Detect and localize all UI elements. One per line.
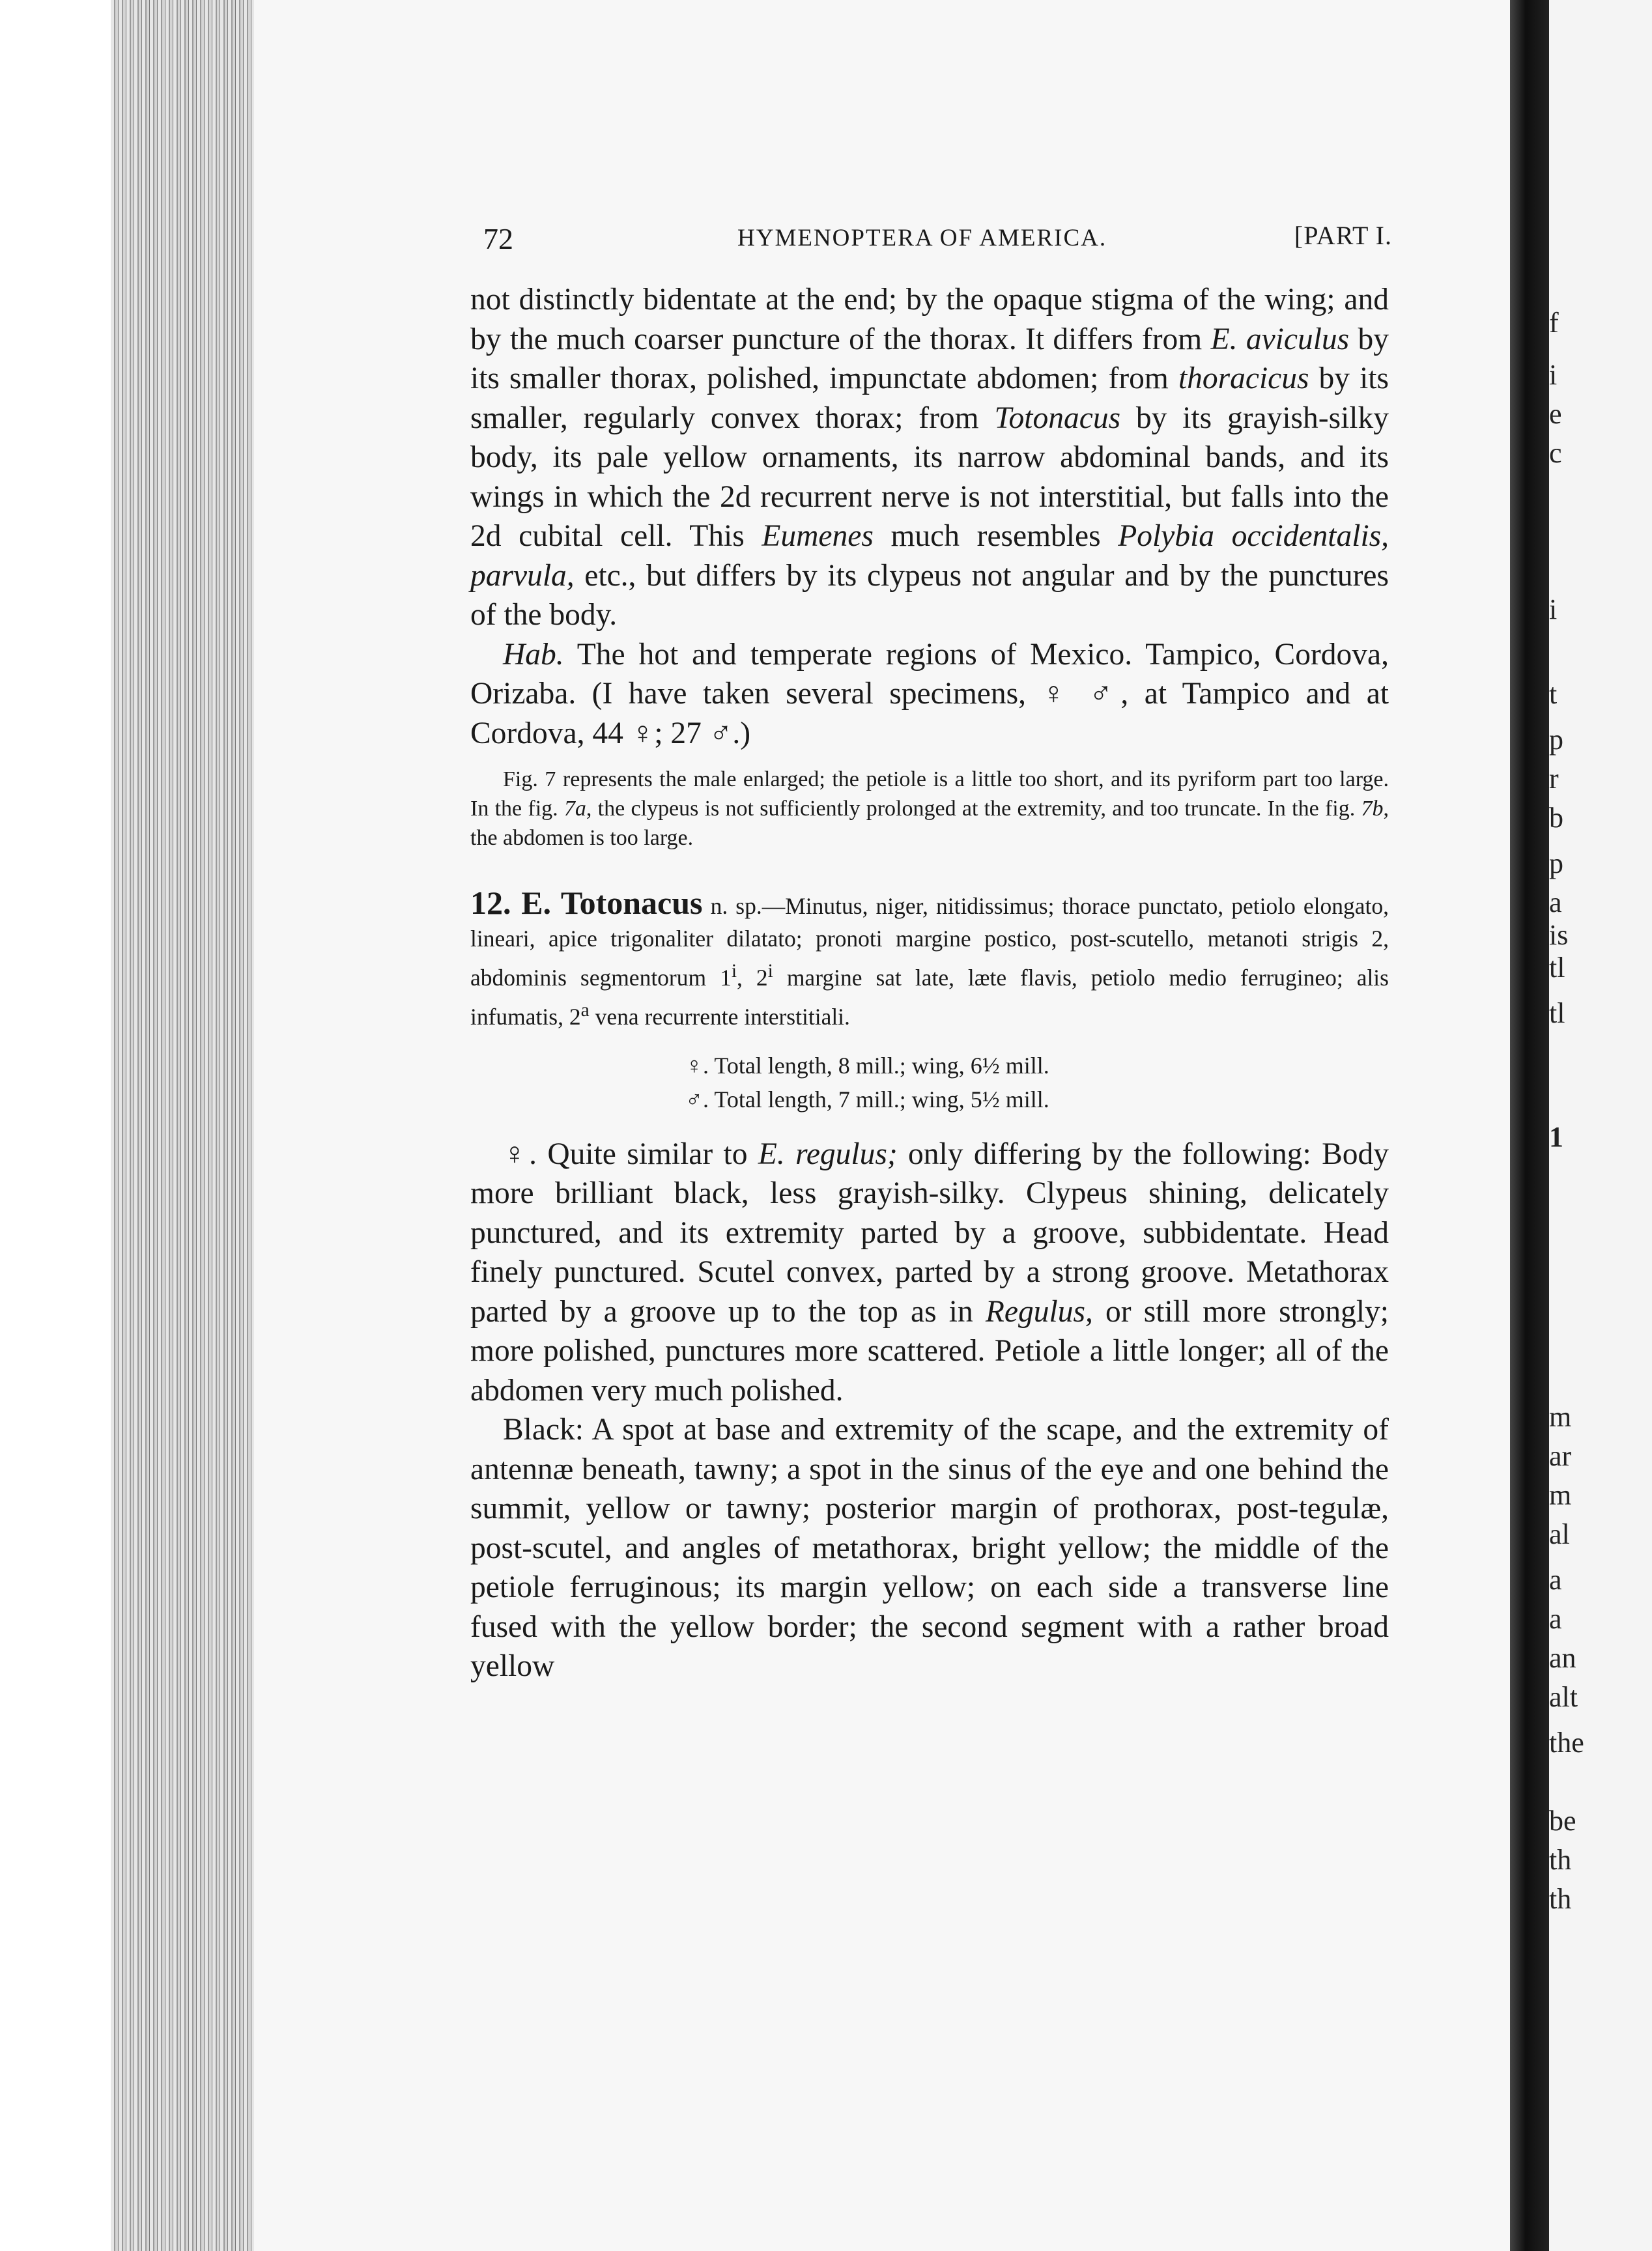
facing-page-fragment: r (1549, 763, 1559, 795)
running-head (483, 215, 1392, 267)
text-block (470, 280, 1389, 1686)
figure-note-run: 7a (563, 797, 586, 821)
continued-run: by its smaller, regularly convex thorax; from (470, 361, 1389, 435)
male-measurement: ♂. Total length, 7 mill.; wing, 5½ mill. (685, 1086, 1049, 1112)
facing-page-fragment: a (1549, 886, 1562, 918)
figure-note (470, 765, 1389, 853)
facing-page-fragment: th (1549, 1844, 1572, 1876)
continued-run: by its smaller thorax, polished, impunctate abdomen; from (470, 322, 1389, 395)
species-heading: 12. E. Totonacus (470, 885, 703, 921)
continued-run: thoracicus (1178, 361, 1309, 395)
species-description-run: , 2 (737, 964, 768, 991)
facing-page-fragment: a (1549, 1564, 1562, 1596)
facing-page-fragment: a (1549, 1603, 1562, 1635)
habitat-paragraph (470, 635, 1389, 754)
figure-note-run: , the clypeus is not sufficiently prolonged at the extremity, and too truncate. In the fig. (586, 797, 1361, 821)
facing-page-fragment: tl (1549, 997, 1565, 1029)
habitat-run: Hab. (503, 637, 564, 672)
facing-page-fragment: tl (1549, 952, 1565, 984)
facing-page-fragment: th (1549, 1883, 1572, 1915)
part-label: [PART I. (1294, 221, 1392, 250)
habitat-run: The hot and temperate regions of Mexico. Tampico, Cordova, Orizaba. (I have taken several specimens, ♀ ♂, at Tampico and at Cordova, 44 ♀; 27 ♂.) (470, 637, 1389, 750)
female-measurement: ♀. Total length, 8 mill.; wing, 6½ mill. (685, 1052, 1049, 1079)
continued-run: Eumenes (762, 519, 874, 553)
species-description-run: n. sp.—Minutus, niger, nitidissimus; thorace punctato, petiolo elongato, lineari, apice trigonaliter dilatato; pronoti margine postico, post-scutello, metanoti strigis 2, abdominis segmentorum 1 (470, 893, 1389, 991)
book-gutter (1510, 0, 1549, 2251)
figure-note-run: Fig. 7 represents the male enlarged; the petiole is a little too short, and its pyriform part too large. In the fig. (470, 767, 1389, 821)
facing-page-fragment: p (1549, 724, 1563, 756)
facing-page-fragment: c (1549, 437, 1562, 469)
figure-note-run: 7b (1361, 797, 1384, 821)
facing-page-fragment: m (1549, 1401, 1572, 1433)
species-diagnosis (470, 886, 1389, 1033)
figure-note-run: , the abdomen is too large. (470, 797, 1389, 850)
facing-page-fragment: i (1549, 593, 1558, 625)
facing-page-fragment: be (1549, 1805, 1576, 1837)
facing-page (1549, 0, 1652, 2251)
page-edge-stack (111, 0, 254, 2251)
facing-page-fragment: al (1549, 1518, 1570, 1550)
continued-run: etc., but differs by its clypeus not angular and by the punctures of the body. (470, 558, 1389, 632)
facing-page-fragment: is (1549, 919, 1569, 951)
color-description (470, 1410, 1389, 1686)
continued-run: Totonacus (994, 401, 1121, 435)
measurements (470, 1049, 1389, 1116)
running-title: HYMENOPTERA OF AMERICA. (737, 225, 1107, 251)
species-description-run: margine sat late, læte flavis, petiolo medio ferrugineo; alis infumatis, 2 (470, 964, 1389, 1030)
facing-page-fragment: p (1549, 847, 1563, 879)
page-number: 72 (483, 222, 513, 255)
species-description-run: i (767, 961, 773, 982)
continued-run: much resembles (873, 519, 1118, 553)
species-description-run: vena recurrente interstitiali. (589, 1003, 850, 1030)
facing-page-fragment: t (1549, 678, 1558, 710)
facing-page-fragment: 1 (1549, 1121, 1563, 1153)
facing-page-fragment: the (1549, 1727, 1584, 1759)
facing-page-fragment: m (1549, 1479, 1572, 1511)
species-description-run: a (580, 999, 590, 1021)
color-description-run: Black: A spot at base and extremity of the scape, and the extremity of antennæ beneath, tawny; a spot in the sinus of the eye and one behind the summit, yellow or tawny; posterior margin of prothorax, post-tegulæ, post-scutel, and angles of metathorax, bright yellow; the middle of the petiole ferruginous; its margin yellow; on each side a transverse line fused with the yellow border; the second segment with a rather broad yellow (470, 1413, 1389, 1684)
facing-page-fragment: f (1549, 307, 1559, 339)
facing-page-fragment: b (1549, 802, 1563, 834)
facing-page-fragment: e (1549, 398, 1562, 430)
female-description-run: Regulus, (985, 1294, 1093, 1329)
female-description-run: or still more strongly; more polished, punctures more scattered. Petiole a little longer; all of the abdomen very much polished. (470, 1294, 1389, 1408)
species-description-run: i (731, 961, 737, 982)
facing-page-fragment: an (1549, 1642, 1576, 1674)
continued-paragraph (470, 280, 1389, 635)
facing-page-fragment: alt (1549, 1681, 1578, 1713)
continued-run: by its grayish-silky body, its pale yellow ornaments, its narrow abdominal bands, and its wings in which the 2d recurrent nerve is not interstitial, but falls into the 2d cubital cell. This (470, 401, 1389, 553)
facing-page-fragment: i (1549, 359, 1558, 391)
female-description (470, 1135, 1389, 1411)
continued-run: E. aviculus (1210, 322, 1350, 356)
female-description-run: only differing by the following: Body more brilliant black, less grayish-silky. Clypeus shining, delicately punctured, and its extremity parted by a groove, subbidentate. Head finely punctured. Scutel convex, parted by a strong groove. Metathorax parted by a groove up to the top as in (470, 1137, 1389, 1329)
facing-page-fragment: ar (1549, 1440, 1572, 1472)
continued-run: not distinctly bidentate at the end; by the opaque stigma of the wing; and by the much coarser puncture of the thorax. It differs from (470, 283, 1389, 356)
female-description-run: E. regulus; (758, 1137, 898, 1171)
continued-run: Polybia occidentalis, parvula, (470, 519, 1389, 593)
female-description-run: ♀. Quite similar to (503, 1137, 758, 1171)
